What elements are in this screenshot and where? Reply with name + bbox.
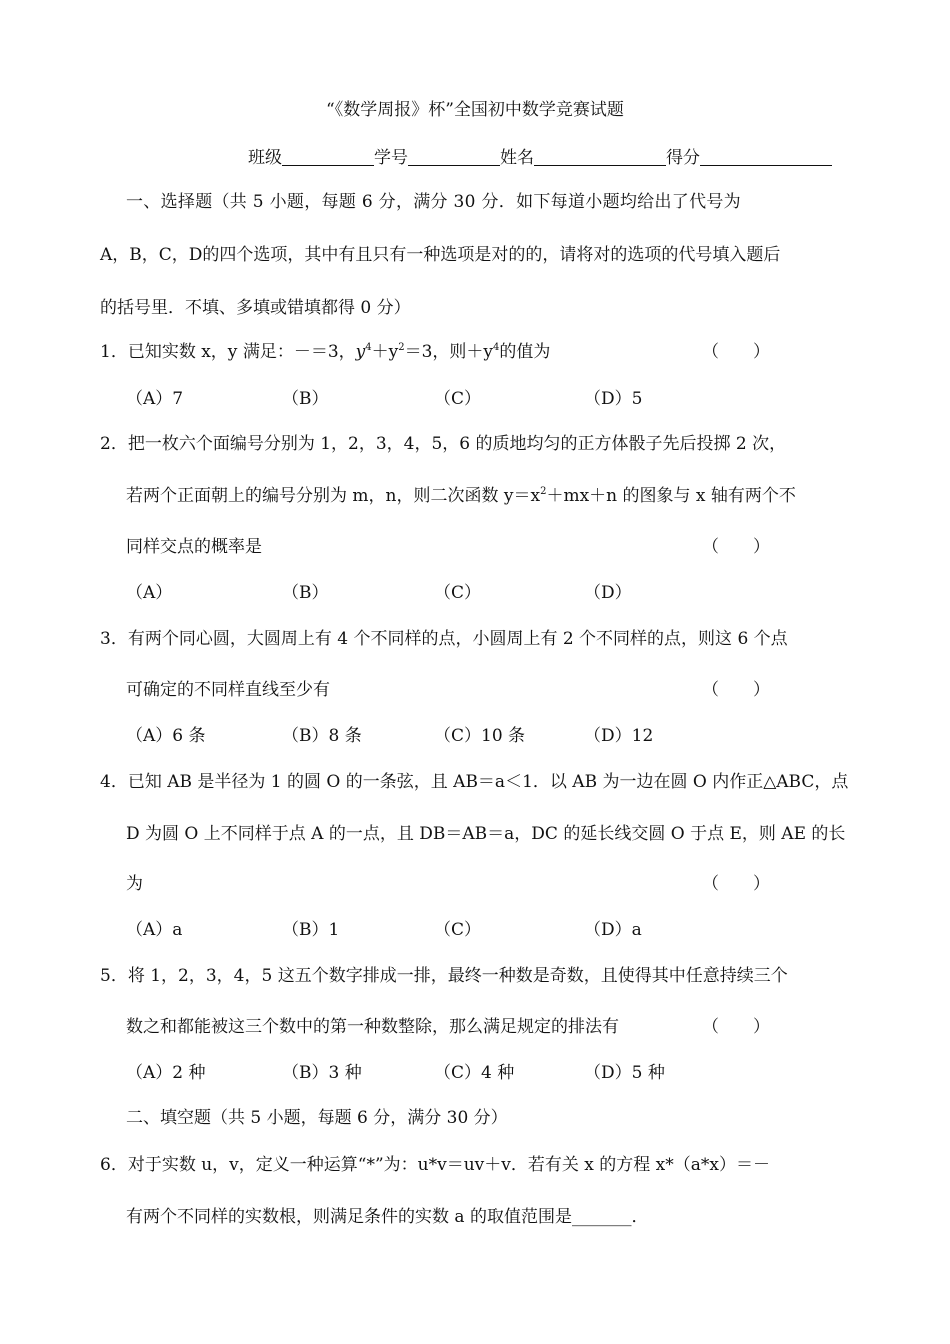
section1-line3: 的括号里．不填、多填或错填都得 0 分） — [100, 298, 411, 318]
q3-option-a[interactable]: （A）6 条 — [126, 726, 206, 746]
q2-option-d[interactable]: （D） — [584, 583, 632, 603]
score-blank[interactable] — [700, 147, 832, 166]
q4-option-c[interactable]: （C） — [434, 920, 482, 940]
q4-line3: 为 — [126, 874, 143, 894]
q2-option-a[interactable]: （A） — [126, 583, 173, 603]
student-id-label: 学号 — [374, 148, 408, 168]
q2-answer-paren[interactable]: （ ） — [702, 537, 770, 557]
q4-line2: D 为圆 O 上不同样于点 A 的一点，且 DB＝AB＝a，DC 的延长线交圆 O 于点 E，则 AE 的长 — [126, 824, 846, 844]
q5-line2: 数之和都能被这三个数中的第一种数整除，那么满足规定的排法有 — [126, 1017, 619, 1037]
student-info-row — [248, 146, 832, 170]
page-title: “《数学周报》杯”全国初中数学竞赛试题 — [326, 100, 624, 120]
q3-option-d[interactable]: （D）12 — [584, 726, 654, 746]
q5-line1: 5．将 1，2，3，4，5 这五个数字排成一排，最终一种数是奇数，且使得其中任意持续三个 — [100, 966, 788, 986]
q5-option-d[interactable]: （D）5 种 — [584, 1063, 665, 1083]
q4-option-a[interactable]: （A）a — [126, 920, 183, 940]
section1-line1: 一、选择题（共 5 小题，每题 6 分，满分 30 分．如下每道小题均给出了代号为 — [126, 192, 741, 212]
q5-option-b[interactable]: （B）3 种 — [282, 1063, 362, 1083]
q4-line1: 4．已知 AB 是半径为 1 的圆 O 的一条弦，且 AB＝a＜1．以 AB 为一边在圆 O 内作正△ABC，点 — [100, 772, 849, 792]
class-blank[interactable] — [282, 147, 374, 166]
q3-option-c[interactable]: （C）10 条 — [434, 726, 526, 746]
score-label: 得分 — [666, 148, 700, 168]
q4-option-d[interactable]: （D）a — [584, 920, 642, 940]
class-label: 班级 — [248, 148, 282, 168]
section2-heading: 二、填空题（共 5 小题，每题 6 分，满分 30 分） — [126, 1108, 508, 1128]
q2-line1: 2．把一枚六个面编号分别为 1，2，3，4，5，6 的质地均匀的正方体骰子先后投掷 2 次， — [100, 434, 787, 454]
q5-answer-paren[interactable]: （ ） — [702, 1017, 770, 1037]
q6-line1: 6．对于实数 u，v，定义一种运算“*”为：u*v＝uv＋v．若有关 x 的方程 x*（a*x）＝－ — [100, 1155, 770, 1175]
q2-line2: 若两个正面朝上的编号分别为 m，n，则二次函数 $y=x^2+mx+n$ 的图象与 x 轴有两个不 — [126, 486, 796, 506]
q1-option-d[interactable]: （D）5 — [584, 389, 643, 409]
q6-line2: 有两个不同样的实数根，则满足条件的实数 a 的取值范围是_______． — [126, 1207, 649, 1227]
student-id-blank[interactable] — [408, 147, 500, 166]
q4-answer-paren[interactable]: （ ） — [702, 874, 770, 894]
q2-line3: 同样交点的概率是 — [126, 537, 262, 557]
q1-option-b[interactable]: （B） — [282, 389, 329, 409]
name-label: 姓名 — [500, 148, 534, 168]
q3-line1: 3．有两个同心圆，大圆周上有 4 个不同样的点，小圆周上有 2 个不同样的点，则这 6 个点 — [100, 629, 788, 649]
name-blank[interactable] — [534, 147, 666, 166]
q1-option-a[interactable]: （A）7 — [126, 389, 184, 409]
q1-answer-paren[interactable]: （ ） — [702, 342, 770, 362]
q3-option-b[interactable]: （B）8 条 — [282, 726, 362, 746]
q3-answer-paren[interactable]: （ ） — [702, 680, 770, 700]
q5-option-c[interactable]: （C）4 种 — [434, 1063, 515, 1083]
q2-option-c[interactable]: （C） — [434, 583, 482, 603]
q5-option-a[interactable]: （A）2 种 — [126, 1063, 206, 1083]
q1-option-c[interactable]: （C） — [434, 389, 482, 409]
section1-line2: A，B，C，D的四个选项，其中有且只有一种选项是对的的，请将对的选项的代号填入题后 — [100, 245, 781, 265]
q1-stem: 1．已知实数 x，y 满足：－＝3，$y^4+y^2=3$，则$+y^4$的值为 — [100, 342, 551, 362]
q3-line2: 可确定的不同样直线至少有 — [126, 680, 330, 700]
q2-option-b[interactable]: （B） — [282, 583, 329, 603]
q4-option-b[interactable]: （B）1 — [282, 920, 340, 940]
